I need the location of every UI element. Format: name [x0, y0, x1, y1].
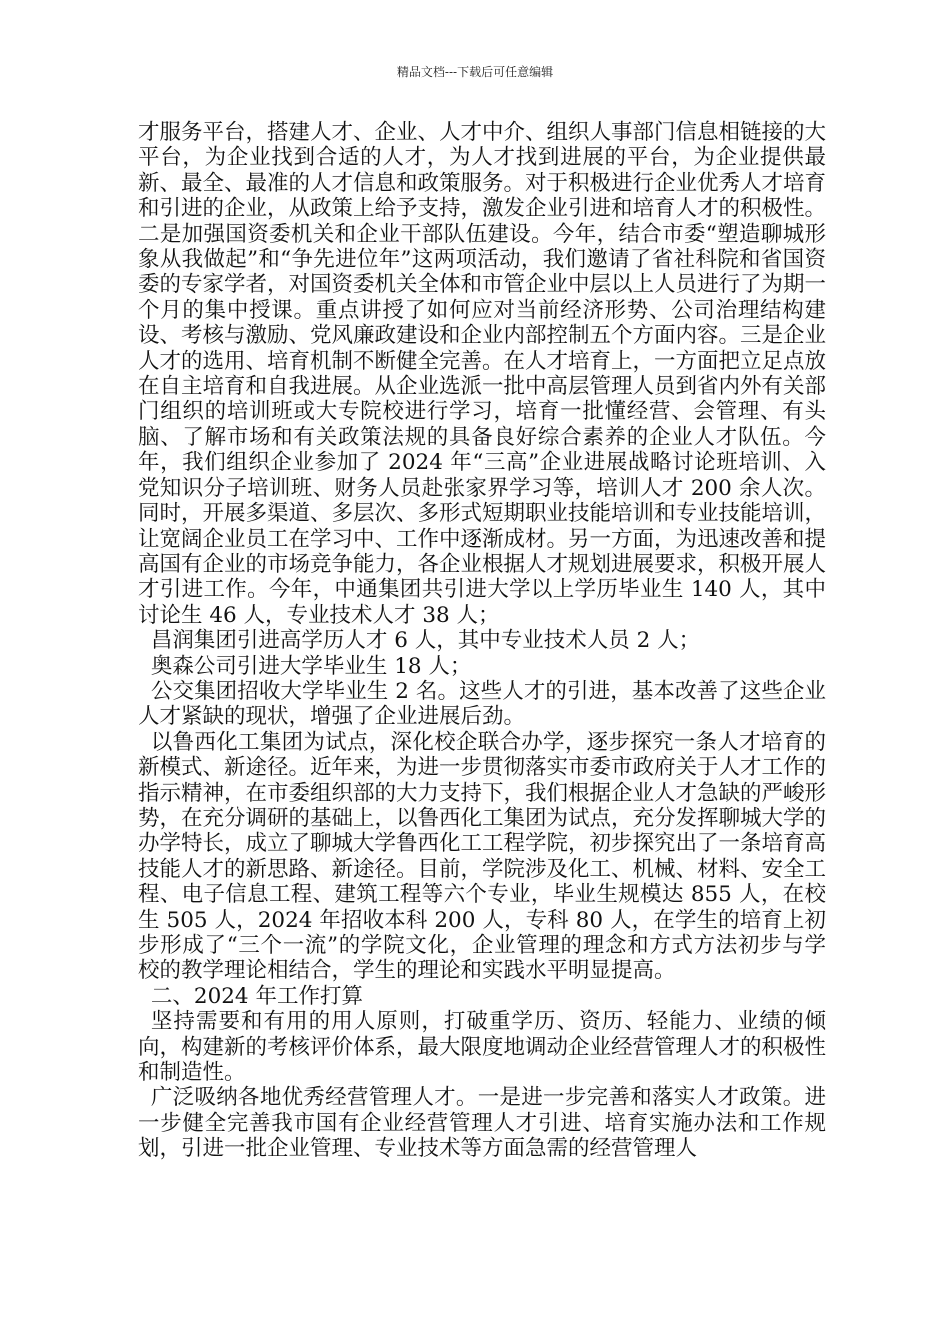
paragraph: 公交集团招收大学毕业生 2 名。这些人才的引进，基本改善了这些企业人才紧缺的现状，增强了企业进展后劲。 [138, 678, 826, 730]
document-body [138, 120, 826, 1162]
section-heading: 二、2024 年工作打算 [150, 983, 363, 1009]
paragraph: 奥森公司引进大学毕业生 18 人； [150, 653, 472, 679]
paragraph: 昌润集团引进高学历人才 6 人，其中专业技术人员 2 人； [150, 628, 701, 654]
page-header: 精品文档---下载后可任意编辑 [396, 65, 554, 79]
paragraph: 才服务平台，搭建人才、企业、人才中介、组织人事部门信息相链接的大平台，为企业找到合适的人才，为人才找到进展的平台，为企业提供最新、最全、最准的人才信息和政策服务。对于积极进行企业优秀人才培育和引进的企业，从政策上给予支持，激发企业引进和培育人才的积极性。二是加强国资委机关和企业干部队伍建设。今年，结合市委“塑造聊城形象从我做起”和“争先进位年”这两项活动，我们邀请了省社科院和省国资委的专家学者，对国资委机关全体和市管企业中层以上人员进行了为期一个月的集中授课。重点讲授了如何应对当前经济形势、公司治理结构建设、考核与激励、党风廉政建设和企业内部控制五个方面内容。三是企业人才的选用、培育机制不断健全完善。在人才培育上，一方面把立足点放在自主培育和自我进展。从企业选派一批中高层管理人员到省内外有关部门组织的培训班或大专院校进行学习，培育一批懂经营、会管理、有头脑、了解市场和有关政策法规的具备良好综合素养的企业人才队伍。今年，我们组织企业参加了 2024 年“三高”企业进展战略讨论班培训、入党知识分子培训班、财务人员赴张家界学习等，培训人才 200 余人次。同时，开展多渠道、多层次、多形式短期职业技能培训和专业技能培训，让宽阔企业员工在学习中、工作中逐渐成材。另一方面，为迅速改善和提高国有企业的市场竞争能力，各企业根据人才规划进展要求，积极开展人才引进工作。今年，中通集团共引进大学以上学历毕业生 140 人，其中讨论生 46 人，专业技术人才 38 人； [138, 120, 827, 628]
paragraph: 以鲁西化工集团为试点，深化校企联合办学，逐步探究一条人才培育的新模式、新途径。近年来，为进一步贯彻落实市委市政府关于人才工作的指示精神，在市委组织部的大力支持下，我们根据企业人才急缺的严峻形势，在充分调研的基础上，以鲁西化工集团为试点，充分发挥聊城大学的办学特长，成立了聊城大学鲁西化工工程学院，初步探究出了一条培育高技能人才的新思路、新途径。目前，学院涉及化工、机械、材料、安全工程、电子信息工程、建筑工程等六个专业，毕业生规模达 855 人，在校生 505 人，2024 年招收本科 200 人，专科 80 人，在学生的培育上初步形成了“三个一流”的学院文化，企业管理的理念和方式方法初步与学校的教学理论相结合，学生的理论和实践水平明显提高。 [138, 729, 827, 984]
paragraph: 坚持需要和有用的用人原则，打破重学历、资历、轻能力、业绩的倾向，构建新的考核评价体系，最大限度地调动企业经营管理人才的积极性和制造性。 [138, 1009, 827, 1086]
paragraph: 广泛吸纳各地优秀经营管理人才。一是进一步完善和落实人才政策。进一步健全完善我市国有企业经营管理人才引进、培育实施办法和工作规划，引进一批企业管理、专业技术等方面急需的经营管理人 [138, 1085, 826, 1162]
